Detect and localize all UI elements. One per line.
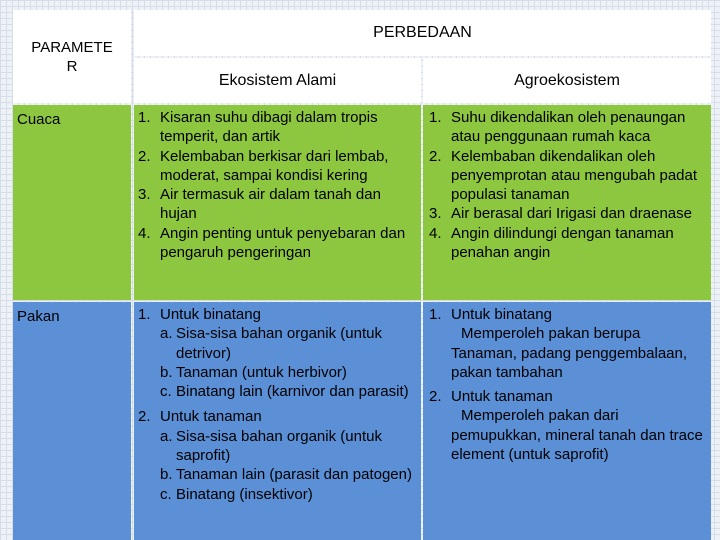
cuaca-natural-list — [138, 108, 417, 262]
sub-list-item: b. Tanaman (untuk herbivor) — [160, 363, 347, 381]
header-col-agro-label: Agroekosistem — [514, 71, 620, 89]
header-parameter — [13, 10, 131, 103]
list-item: 2. Kelembaban dikendalikan oleh penyemprotan atau mengubah padat populasi tanaman — [429, 147, 698, 204]
list-item: 1. Kisaran suhu dibagi dalam tropis temperit, dan artik — [138, 109, 378, 146]
row-pakan-natural — [134, 302, 421, 540]
pakan-agro-list — [429, 305, 707, 464]
sub-list-item: b. Tanaman lain (parasit dan patogen) — [160, 466, 412, 484]
pakan-natural-list — [138, 305, 417, 504]
sub-list — [160, 324, 417, 401]
sub-list-item: a. Sisa-sisa bahan organik (untuk saprofit) — [160, 427, 382, 465]
list-item: 1. Untuk binatang a. Sisa-sisa bahan organik (untuk detrivor) b. Tanaman (untuk herbivor) c. Binatang lain (karnivor dan parasit) — [138, 305, 417, 401]
header-difference-label: PERBEDAAN — [373, 24, 472, 41]
list-item: 4. Angin penting untuk penyebaran dan pengaruh pengeringan — [138, 224, 406, 262]
sub-list-item: c. Binatang (insektivor) — [160, 485, 313, 503]
cuaca-agro-list — [429, 108, 707, 262]
row-cuaca-label — [13, 105, 131, 300]
list-item: 2. Untuk tanaman a. Sisa-sisa bahan organik (untuk saprofit) b. Tanaman lain (parasit dan patogen) c. Binatang (insektivor) — [138, 407, 417, 503]
sub-list-item: a. Sisa-sisa bahan organik (untuk detrivor) — [160, 325, 382, 362]
list-item: 1. Untuk binatang Memperoleh pakan berupa Tanaman, padang penggembalaan, pakan tambahan — [429, 305, 707, 382]
list-item: 4. Angin dilindungi dengan tanaman penahan angin — [429, 224, 674, 262]
list-item: 2. Untuk tanaman Memperoleh pakan dari pemupukkan, mineral tanah dan trace element (untuk saprofit) — [429, 387, 707, 464]
row-pakan-label — [13, 302, 131, 540]
sub-list — [160, 427, 417, 504]
list-item: 2. Kelembaban berkisar dari lembab, moderat, sampai kondisi kering — [138, 147, 389, 184]
row-cuaca-natural — [134, 105, 421, 300]
pakan-agro-detail: Memperoleh pakan dari pemupukkan, mineral tanah dan trace element (untuk saprofit) — [451, 407, 703, 464]
header-difference — [134, 10, 711, 56]
row-cuaca-agro — [423, 105, 711, 300]
row-pakan-agro — [423, 302, 711, 540]
header-parameter-line1: PARAMETE — [31, 38, 113, 56]
header-col-natural — [134, 58, 421, 103]
list-item: 1. Suhu dikendalikan oleh penaungan atau penggunaan rumah kaca — [429, 109, 686, 146]
pakan-agro-detail: Memperoleh pakan berupa Tanaman, padang penggembalaan, pakan tambahan — [451, 325, 688, 381]
list-item: 3. Air berasal dari Irigasi dan draenase — [429, 205, 692, 223]
header-parameter-line2: R — [66, 57, 78, 75]
row-cuaca-label-text: Cuaca — [17, 111, 61, 128]
row-pakan-label-text: Pakan — [17, 308, 60, 325]
list-item: 3. Air termasuk air dalam tanah dan hujan — [138, 186, 381, 223]
header-col-agro — [423, 58, 711, 103]
sub-list-item: c. Binatang lain (karnivor dan parasit) — [160, 383, 409, 401]
header-col-natural-label: Ekosistem Alami — [218, 71, 337, 89]
